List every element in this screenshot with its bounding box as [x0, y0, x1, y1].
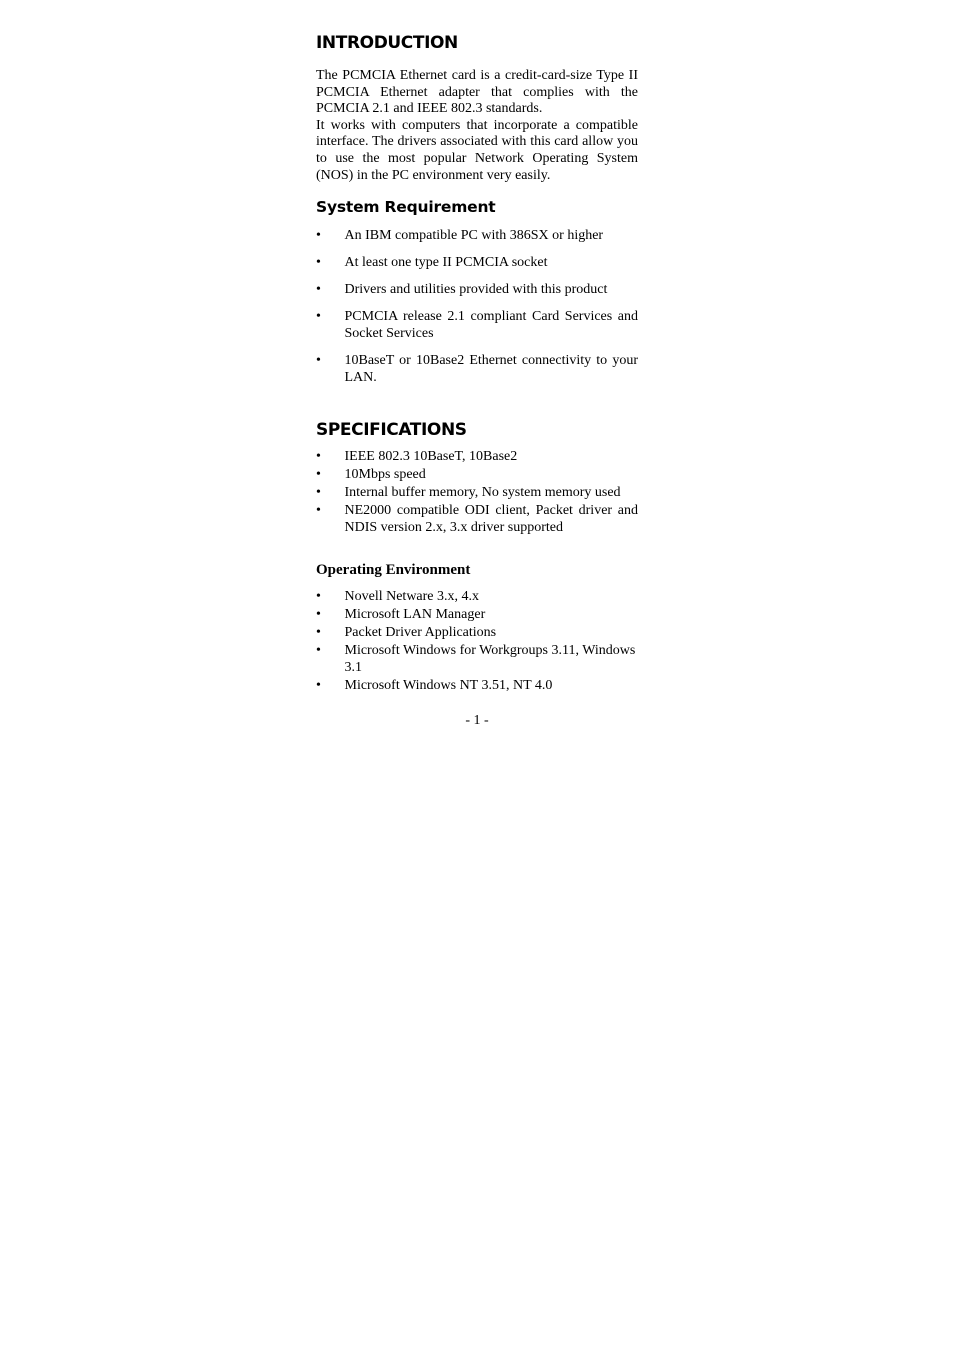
- introduction-heading: INTRODUCTION: [316, 33, 458, 53]
- bullet-icon: •: [316, 255, 321, 271]
- list-item: • Microsoft LAN Manager: [316, 607, 486, 623]
- bullet-icon: •: [316, 352, 321, 368]
- system-requirement-heading: System Requirement: [316, 198, 496, 217]
- list-item: • NE2000 compatible ODI client, Packet driver and NDIS version 2.x, 3.x driver supported: [316, 503, 638, 536]
- list-item: • At least one type II PCMCIA socket: [316, 255, 548, 271]
- bullet-icon: •: [316, 607, 321, 623]
- list-item: • Novell Netware 3.x, 4.x: [316, 589, 480, 605]
- bullet-icon: •: [316, 282, 321, 298]
- page-number: - 1 -: [465, 713, 489, 728]
- intro-paragraph-2: It works with computers that incorporate a compatible interface. The drivers associated with this card allow you to use the most popular Network Operating System (NOS) in the PC environment very easily.: [316, 117, 638, 183]
- bullet-icon: •: [316, 228, 321, 244]
- operating-environment-list: [316, 589, 638, 695]
- bullet-icon: •: [316, 642, 321, 658]
- specifications-heading: SPECIFICATIONS: [316, 420, 467, 441]
- bullet-icon: •: [316, 467, 321, 483]
- bullet-icon: •: [316, 449, 321, 465]
- list-item: • Microsoft Windows NT 3.51, NT 4.0: [316, 677, 553, 693]
- document-page: [316, 30, 638, 696]
- bullet-icon: •: [316, 677, 321, 693]
- list-item: • 10Mbps speed: [316, 467, 426, 483]
- list-item: • Internal buffer memory, No system memory used: [316, 485, 621, 501]
- bullet-icon: •: [316, 503, 321, 519]
- specifications-list: [316, 449, 638, 537]
- list-item: • PCMCIA release 2.1 compliant Card Services and Socket Services: [316, 309, 638, 341]
- bullet-icon: •: [316, 309, 321, 325]
- intro-paragraph-1: The PCMCIA Ethernet card is a credit-card-size Type II PCMCIA Ethernet adapter that complies with the PCMCIA 2.1 and IEEE 802.3 standards.: [316, 68, 638, 117]
- list-item: • 10BaseT or 10Base2 Ethernet connectivity to your LAN.: [316, 352, 638, 385]
- bullet-icon: •: [316, 485, 321, 501]
- operating-environment-heading: Operating Environment: [316, 562, 471, 579]
- list-item: • Drivers and utilities provided with this product: [316, 282, 608, 298]
- list-item: • An IBM compatible PC with 386SX or higher: [316, 228, 604, 244]
- bullet-icon: •: [316, 625, 321, 640]
- system-requirement-list: [316, 228, 638, 386]
- bullet-icon: •: [316, 589, 321, 605]
- list-item: • IEEE 802.3 10BaseT, 10Base2: [316, 449, 518, 465]
- list-item: • Packet Driver Applications: [316, 625, 497, 640]
- list-item: • Microsoft Windows for Workgroups 3.11, Windows 3.1: [316, 642, 636, 675]
